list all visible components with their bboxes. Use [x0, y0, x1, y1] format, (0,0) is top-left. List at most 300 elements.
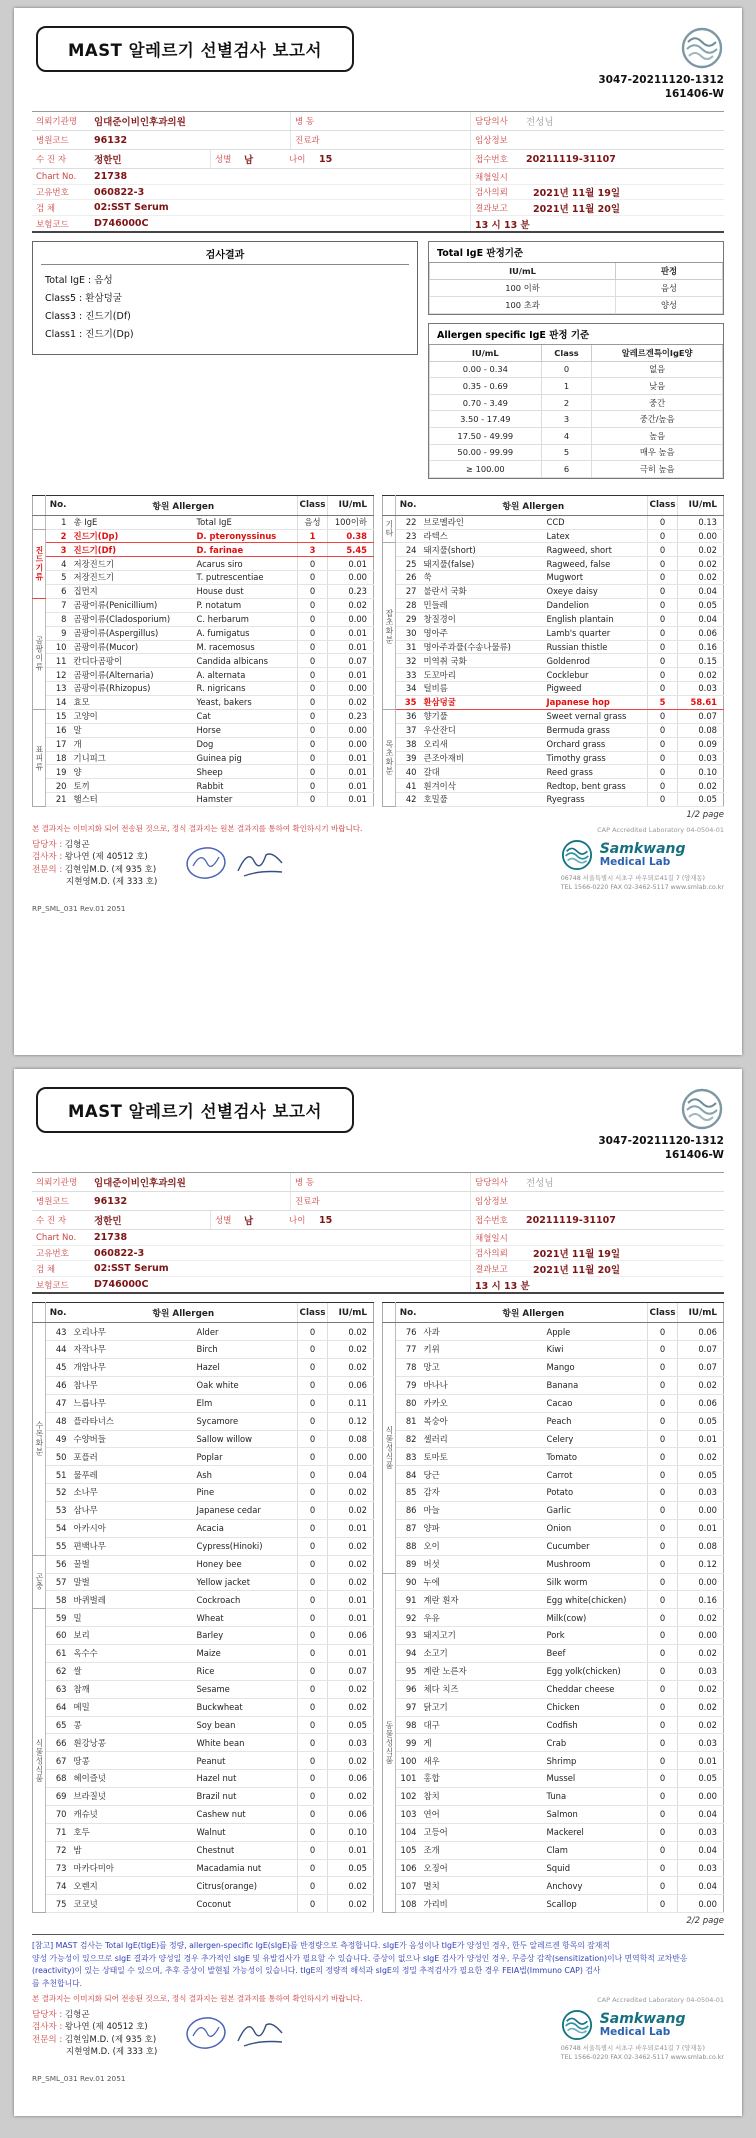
allergen-value: 0.12 — [328, 1412, 374, 1430]
signature-icon — [233, 843, 289, 883]
allergen-value: 0.06 — [328, 1627, 374, 1645]
allergen-name-en: Ragweed, short — [543, 543, 647, 557]
allergen-value: 0.13 — [678, 515, 724, 529]
allergen-row — [33, 1394, 374, 1412]
allergen-name-kr: 밀 — [70, 1609, 194, 1627]
allergen-class: 0 — [648, 1805, 678, 1823]
allergen-row — [33, 1323, 374, 1341]
results-header-cell: No. — [46, 1303, 70, 1323]
reception-value: 20211119-31107 — [526, 153, 616, 165]
allergen-name-kr: 편백나무 — [70, 1537, 194, 1555]
allergen-name-en: Tomato — [543, 1448, 647, 1466]
clinical-info-value — [522, 131, 724, 149]
allergen-name-en: Beef — [543, 1645, 647, 1663]
allergen-name-en: White bean — [193, 1734, 297, 1752]
allergen-no: 103 — [396, 1805, 420, 1823]
allergen-name-kr: 곰팡이류(Penicillium) — [70, 598, 194, 612]
allergen-class: 0 — [298, 682, 328, 696]
allergen-no: 25 — [396, 557, 420, 571]
report-footer — [32, 839, 724, 892]
cap-accreditation-note: CAP Accredited Laboratory 04-0504-01 — [597, 826, 724, 835]
criteria-cell: 0.35 - 0.69 — [430, 378, 542, 395]
allergen-class: 0 — [298, 765, 328, 779]
allergen-name-kr: 체다 치즈 — [420, 1680, 544, 1698]
clinical-info-value — [522, 1192, 724, 1210]
allergen-name-kr: 누에 — [420, 1573, 544, 1591]
allergen-class: 0 — [648, 723, 678, 737]
lab-address-line1: 06748 서울특별시 서초구 바우뫼로41길 7 (양재동) — [560, 875, 706, 883]
allergen-row — [383, 696, 724, 710]
allergen-results-table — [382, 495, 724, 807]
criteria-row — [430, 461, 723, 478]
allergen-name-kr: 망고 — [420, 1359, 544, 1377]
allergen-name-kr: 셀러리 — [420, 1430, 544, 1448]
allergen-name-en: Anchovy — [543, 1877, 647, 1895]
allergen-value: 0.03 — [678, 751, 724, 765]
allergen-class: 0 — [298, 1573, 328, 1591]
allergen-class: 0 — [648, 1734, 678, 1752]
allergen-name-kr: 참깨 — [70, 1680, 194, 1698]
allergen-name-kr: 털비름 — [420, 682, 544, 696]
allergen-class: 5 — [648, 696, 678, 710]
allergen-row — [383, 1448, 724, 1466]
criteria-header-cell: Class — [541, 345, 592, 362]
allergen-name-en: Garlic — [543, 1502, 647, 1520]
allergen-name-kr: 사과 — [420, 1323, 544, 1341]
allergen-value: 58.61 — [678, 696, 724, 710]
allergen-class: 0 — [298, 737, 328, 751]
sml-footer-logo-icon — [561, 839, 593, 871]
allergen-row — [33, 1716, 374, 1734]
allergen-class: 0 — [648, 1484, 678, 1502]
unique-no-value: 060822-3 — [94, 186, 145, 198]
allergen-no: 42 — [396, 793, 420, 807]
allergen-no: 34 — [396, 682, 420, 696]
allergen-name-kr: 돼지풀(false) — [420, 557, 544, 571]
allergen-name-kr: 오이 — [420, 1537, 544, 1555]
allergen-value: 0.02 — [328, 1680, 374, 1698]
allergen-name-en: Mugwort — [543, 571, 647, 585]
allergen-value: 0.05 — [678, 793, 724, 807]
manager-name: 김형곤 — [64, 2010, 90, 2021]
allergen-value: 0.02 — [328, 1895, 374, 1913]
allergen-class: 0 — [298, 1376, 328, 1394]
allergen-name-kr: 물푸레 — [70, 1466, 194, 1484]
allergen-name-kr: 저장진드기 — [70, 571, 194, 585]
allergen-name-kr: 민들레 — [420, 598, 544, 612]
sml-logo-icon — [680, 1087, 724, 1131]
allergen-name-kr: 캐슈넛 — [70, 1805, 194, 1823]
allergen-no: 52 — [46, 1484, 70, 1502]
allergen-name-kr: 미역취 국화 — [420, 654, 544, 668]
allergen-class: 0 — [648, 515, 678, 529]
allergen-name-en: Cheddar cheese — [543, 1680, 647, 1698]
allergen-no: 15 — [46, 709, 70, 723]
examiner-label: 검사자 : — [32, 2022, 63, 2033]
allergen-value: 0.03 — [678, 1484, 724, 1502]
allergen-class: 0 — [298, 557, 328, 571]
results-header-cell: No. — [396, 1303, 420, 1323]
report-code: 161406-W — [664, 88, 724, 101]
allergen-class: 0 — [648, 557, 678, 571]
allergen-value: 0.00 — [678, 1573, 724, 1591]
allergen-no: 22 — [396, 515, 420, 529]
allergen-row — [383, 1895, 724, 1913]
clinical-info-label: 임상정보 — [470, 131, 522, 149]
insurance-code-label: 보험코드 — [36, 219, 69, 230]
allergen-class: 0 — [298, 1519, 328, 1537]
allergen-class: 0 — [298, 1645, 328, 1663]
chart-no-label: Chart No. — [36, 171, 77, 182]
allergen-no: 46 — [46, 1376, 70, 1394]
allergen-row — [383, 1716, 724, 1734]
allergen-name-kr: 흰겨이삭 — [420, 779, 544, 793]
allergen-row — [383, 515, 724, 529]
allergen-value: 0.05 — [678, 598, 724, 612]
allergen-class: 0 — [648, 1448, 678, 1466]
allergen-row — [383, 1341, 724, 1359]
report-header — [32, 1083, 724, 1162]
allergen-class: 0 — [648, 765, 678, 779]
chart-no-label: Chart No. — [36, 1232, 77, 1243]
allergen-no: 58 — [46, 1591, 70, 1609]
allergen-row — [33, 1859, 374, 1877]
allergen-row — [383, 1484, 724, 1502]
specimen-value: 02:SST Serum — [94, 1263, 169, 1275]
sex-value: 남 — [244, 1216, 254, 1228]
allergen-class: 0 — [648, 598, 678, 612]
criteria-row — [430, 427, 723, 444]
allergen-no: 102 — [396, 1788, 420, 1806]
allergen-name-kr: 개 — [70, 737, 194, 751]
allergen-name-kr: 소고기 — [420, 1645, 544, 1663]
allergen-name-kr: 말 — [70, 723, 194, 737]
allergen-name-en: Horse — [193, 723, 297, 737]
allergen-name-kr: 라텍스 — [420, 529, 544, 543]
allergen-no: 28 — [396, 598, 420, 612]
allergen-name-en: C. herbarum — [193, 612, 297, 626]
institution-value: 임대준이비인후과의원 — [94, 117, 186, 129]
allergen-name-en: Oak white — [193, 1376, 297, 1394]
criteria-cell: 음성 — [616, 280, 723, 297]
allergen-name-en: Poplar — [193, 1448, 297, 1466]
hospital-code-label: 병원코드 — [36, 136, 69, 147]
allergen-name-en: Reed grass — [543, 765, 647, 779]
allergen-name-kr: 옥수수 — [70, 1645, 194, 1663]
allergen-class: 3 — [298, 543, 328, 557]
allergen-name-kr: 명아주 — [420, 626, 544, 640]
allergen-name-en: Acarus siro — [193, 557, 297, 571]
allergen-name-en: Russian thistle — [543, 640, 647, 654]
allergen-name-en: Rabbit — [193, 779, 297, 793]
criteria-cell: 중간/높음 — [592, 411, 723, 428]
allergen-class: 0 — [298, 1716, 328, 1734]
allergen-row — [383, 1645, 724, 1663]
allergen-class: 0 — [648, 612, 678, 626]
allergen-value: 0.03 — [678, 682, 724, 696]
group-label: 표피류 — [33, 709, 46, 806]
allergen-no: 91 — [396, 1591, 420, 1609]
allergen-class: 0 — [648, 1698, 678, 1716]
allergen-value: 0.02 — [678, 571, 724, 585]
examiner-label: 검사자 : — [32, 852, 63, 863]
allergen-value: 0.12 — [678, 1555, 724, 1573]
allergen-row — [383, 585, 724, 599]
criteria-table — [429, 345, 723, 478]
allergen-value: 0.00 — [678, 529, 724, 543]
allergen-class: 0 — [648, 1376, 678, 1394]
allergen-class: 0 — [648, 654, 678, 668]
allergen-class: 0 — [298, 1484, 328, 1502]
allergen-name-en: Orchard grass — [543, 737, 647, 751]
criteria-row — [430, 378, 723, 395]
allergen-name-kr: 진드기(Dp) — [70, 529, 194, 543]
allergen-row — [33, 529, 374, 543]
allergen-class: 0 — [648, 709, 678, 723]
allergen-name-kr: 돼지고기 — [420, 1627, 544, 1645]
department-label: 진료과 — [290, 131, 340, 149]
allergen-name-en: M. racemosus — [193, 640, 297, 654]
department-value — [340, 131, 470, 149]
allergen-no: 74 — [46, 1877, 70, 1895]
result-summary-title: 검사결과 — [41, 242, 409, 265]
allergen-value: 0.11 — [328, 1394, 374, 1412]
allergen-row — [33, 1770, 374, 1788]
allergen-no: 6 — [46, 585, 70, 599]
allergen-class: 0 — [298, 1502, 328, 1520]
results-header-row — [33, 1303, 374, 1323]
ward-value — [340, 112, 470, 130]
total-ige-criteria-table — [429, 263, 723, 313]
allergen-value: 0.04 — [328, 1466, 374, 1484]
allergen-class: 0 — [648, 1662, 678, 1680]
allergen-value: 0.00 — [328, 723, 374, 737]
page-number: 1/2 page — [686, 810, 724, 821]
allergen-value: 0.04 — [678, 1877, 724, 1895]
allergen-no: 54 — [46, 1519, 70, 1537]
allergen-name-kr: 게 — [420, 1734, 544, 1752]
allergen-value: 0.07 — [678, 709, 724, 723]
sex-label: 성별 — [210, 1211, 240, 1229]
allergen-row — [383, 1609, 724, 1627]
allergen-value: 0.01 — [328, 1519, 374, 1537]
age-label: 나이 — [289, 1216, 306, 1227]
allergen-no: 2 — [46, 529, 70, 543]
allergen-row — [383, 723, 724, 737]
allergen-name-en: Ash — [193, 1466, 297, 1484]
specific-ige-criteria-title: Allergen specific IgE 판정 기준 — [429, 324, 723, 345]
allergen-no: 53 — [46, 1502, 70, 1520]
ward-value — [340, 1173, 470, 1191]
allergen-row — [383, 1662, 724, 1680]
examiner-name: 왕나연 (제 40512 호) — [64, 2022, 148, 2033]
allergen-class: 0 — [648, 1609, 678, 1627]
allergen-value: 100이하 — [328, 515, 374, 529]
allergen-value: 0.06 — [328, 1376, 374, 1394]
allergen-name-en: Banana — [543, 1376, 647, 1394]
lab-address-line1: 06748 서울특별시 서초구 바우뫼로41길 7 (양재동) — [560, 2045, 706, 2053]
allergen-row — [33, 737, 374, 751]
allergen-value: 0.16 — [678, 640, 724, 654]
allergen-value: 0.15 — [678, 654, 724, 668]
reception-label: 접수번호 — [470, 150, 522, 168]
allergen-row — [33, 682, 374, 696]
doctor-label: 담당의사 — [470, 1173, 522, 1191]
allergen-row — [33, 515, 374, 529]
allergen-no: 8 — [46, 612, 70, 626]
allergen-value: 0.02 — [328, 1555, 374, 1573]
allergen-name-kr: 우유 — [420, 1609, 544, 1627]
results-header-cell: 항원 Allergen — [420, 495, 648, 515]
allergen-row — [33, 668, 374, 682]
allergen-value: 0.01 — [328, 626, 374, 640]
allergen-row — [383, 1323, 724, 1341]
allergen-class: 0 — [298, 793, 328, 807]
allergen-row — [383, 1466, 724, 1484]
allergen-no: 75 — [46, 1895, 70, 1913]
allergen-no: 9 — [46, 626, 70, 640]
allergen-no: 48 — [46, 1412, 70, 1430]
allergen-name-kr: 집먼지 — [70, 585, 194, 599]
allergen-results-table — [32, 1302, 374, 1913]
reception-label: 접수번호 — [470, 1211, 522, 1229]
allergen-class: 0 — [648, 1394, 678, 1412]
allergen-name-kr: 계란 노른자 — [420, 1662, 544, 1680]
allergen-row — [383, 751, 724, 765]
allergen-row — [33, 1466, 374, 1484]
allergen-name-en: Timothy grass — [543, 751, 647, 765]
allergen-name-kr: 바나나 — [420, 1376, 544, 1394]
doctor-value: 전성님 — [526, 117, 554, 129]
criteria-cell: 17.50 - 49.99 — [430, 427, 542, 444]
allergen-name-en: Dog — [193, 737, 297, 751]
report-time-value: 13 시 13 분 — [475, 219, 530, 231]
allergen-class: 0 — [298, 1466, 328, 1484]
allergen-no: 83 — [396, 1448, 420, 1466]
results-header-cell — [383, 1303, 396, 1323]
allergen-name-kr: 향기풀 — [420, 709, 544, 723]
allergen-name-en: Carrot — [543, 1466, 647, 1484]
ward-label: 병 동 — [290, 112, 340, 130]
allergen-no: 39 — [396, 751, 420, 765]
allergen-class: 0 — [648, 1788, 678, 1806]
allergen-class: 0 — [648, 1519, 678, 1537]
allergen-class: 0 — [298, 571, 328, 585]
criteria-header-cell: IU/mL — [430, 263, 616, 280]
allergen-name-en: Macadamia nut — [193, 1859, 297, 1877]
allergen-name-en: Hamster — [193, 793, 297, 807]
allergen-class: 0 — [648, 1770, 678, 1788]
allergen-name-kr: 조개 — [420, 1841, 544, 1859]
allergen-no: 38 — [396, 737, 420, 751]
allergen-value: 0.02 — [678, 1376, 724, 1394]
allergen-row — [33, 543, 374, 557]
allergen-value: 0.04 — [678, 612, 724, 626]
allergen-class: 0 — [298, 1662, 328, 1680]
allergen-name-kr: 총 IgE — [70, 515, 194, 529]
allergen-name-kr: 보리 — [70, 1627, 194, 1645]
lab-address-line2: TEL 1566-0220 FAX 02-3462-5117 www.smlab.co.kr — [560, 884, 724, 892]
image-note: 본 결과지는 이미지화 되어 전송된 것으로, 정식 결과지는 원본 결과지를 통하여 확인하시기 바랍니다. — [32, 1994, 363, 2004]
allergen-name-kr: 콩 — [70, 1716, 194, 1734]
criteria-header-cell: 알레르겐특이IgE양 — [592, 345, 723, 362]
allergen-name-kr: 꿀벌 — [70, 1555, 194, 1573]
allergen-name-kr: 우산잔디 — [420, 723, 544, 737]
criteria-cell: 3.50 - 17.49 — [430, 411, 542, 428]
allergen-name-en: Yellow jacket — [193, 1573, 297, 1591]
allergen-name-en: Hazel — [193, 1359, 297, 1377]
specialist-name-1: 김현임M.D. (제 935 호) — [64, 864, 157, 875]
allergen-name-kr: 곰팡이류(Alternaria) — [70, 668, 194, 682]
allergen-no: 59 — [46, 1609, 70, 1627]
allergen-row — [383, 1573, 724, 1591]
allergen-name-kr: 플라타너스 — [70, 1412, 194, 1430]
allergen-name-en: Squid — [543, 1859, 647, 1877]
allergen-row — [33, 1734, 374, 1752]
allergen-row — [383, 1430, 724, 1448]
allergen-name-kr: 토마토 — [420, 1448, 544, 1466]
allergen-no: 96 — [396, 1680, 420, 1698]
allergen-no: 40 — [396, 765, 420, 779]
report-title: MAST 알레르기 선별검사 보고서 — [36, 26, 354, 72]
patient-info — [32, 1172, 724, 1294]
allergen-name-kr: 감자 — [420, 1484, 544, 1502]
allergen-name-kr: 느릅나무 — [70, 1394, 194, 1412]
results-header-cell — [33, 495, 46, 515]
allergen-value: 0.06 — [678, 1394, 724, 1412]
allergen-name-kr: 갈대 — [420, 765, 544, 779]
criteria-row — [430, 411, 723, 428]
allergen-no: 60 — [46, 1627, 70, 1645]
allergen-no: 11 — [46, 654, 70, 668]
allergen-name-en: D. farinae — [193, 543, 297, 557]
allergen-value: 5.45 — [328, 543, 374, 557]
hospital-code-label: 병원코드 — [36, 1197, 69, 1208]
allergen-name-kr: 포플러 — [70, 1448, 194, 1466]
allergen-name-en: CCD — [543, 515, 647, 529]
allergen-name-kr: 도꼬마리 — [420, 668, 544, 682]
allergen-class: 0 — [298, 1877, 328, 1895]
allergen-no: 35 — [396, 696, 420, 710]
allergen-row — [383, 529, 724, 543]
allergen-class: 0 — [648, 1573, 678, 1591]
allergen-name-en: Egg white(chicken) — [543, 1591, 647, 1609]
allergen-name-kr: 헤이즐넛 — [70, 1770, 194, 1788]
allergen-class: 0 — [298, 640, 328, 654]
allergen-value: 0.10 — [328, 1823, 374, 1841]
report-title: MAST 알레르기 선별검사 보고서 — [36, 1087, 354, 1133]
allergen-name-en: Egg yolk(chicken) — [543, 1662, 647, 1680]
allergen-class: 0 — [298, 626, 328, 640]
allergen-row — [383, 1859, 724, 1877]
allergen-row — [383, 1519, 724, 1537]
allergen-name-kr: 개암나무 — [70, 1359, 194, 1377]
allergen-row — [383, 737, 724, 751]
allergen-name-kr: 연어 — [420, 1805, 544, 1823]
allergen-no: 89 — [396, 1555, 420, 1573]
results-header-cell: Class — [298, 495, 328, 515]
results-header-cell: IU/mL — [328, 1303, 374, 1323]
allergen-value: 0.01 — [328, 640, 374, 654]
allergen-name-kr: 흰강낭콩 — [70, 1734, 194, 1752]
allergen-name-kr: 호밀풀 — [420, 793, 544, 807]
allergen-row — [33, 1805, 374, 1823]
allergen-name-en: Sycamore — [193, 1412, 297, 1430]
summary-line: Class3 : 진드기(Df) — [45, 311, 131, 323]
reference-note-line: 를 추천합니다. — [32, 1978, 83, 1988]
allergen-row — [33, 1341, 374, 1359]
allergen-row — [383, 1555, 724, 1573]
